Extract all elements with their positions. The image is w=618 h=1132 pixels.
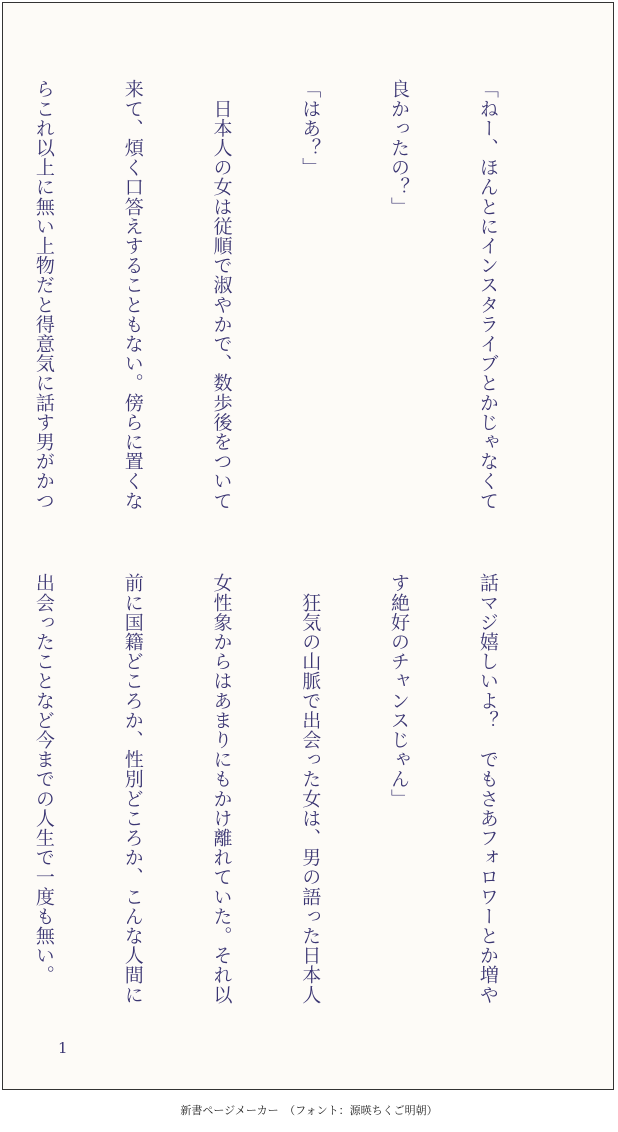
footer-credit: 新書ページメーカー （フォント：源暎ちくご明朝） [180, 1104, 438, 1117]
text-line: 女性象からはあまりにもかけ離れていた。それ以 [210, 573, 233, 1005]
text-line: す絶好のチャンスじゃん」 [388, 573, 411, 809]
text-line: 日本人の女は従順で淑やかで、数歩後をついて [210, 79, 233, 511]
lower-text-block [0, 573, 561, 1005]
text-line: 良かったの？」 [388, 79, 411, 217]
upper-text-block [0, 79, 561, 539]
text-line: 狂気の山脈で出会った女は、男の語った日本人 [299, 573, 322, 1005]
text-line: 出会ったことなど今までの人生で一度も無い。 [32, 573, 55, 985]
page-number: 1 [58, 1039, 68, 1057]
text-line: 前に国籍どころか、性別どころか、こんな人間に [121, 573, 144, 1005]
text-line: 来て、煩く口答えすることもない。傍らに置くな [121, 79, 144, 511]
text-line: らこれ以上に無い上物だと得意気に話す男がかつ [32, 79, 55, 511]
text-line: 「ねー、ほんとにインスタライブとかじゃなくて [476, 79, 499, 511]
text-line: 話マジ嬉しいよ？ でもさあフォロワーとか増や [476, 573, 499, 1005]
text-line: 「はあ？」 [299, 79, 322, 177]
book-page [2, 2, 614, 1090]
